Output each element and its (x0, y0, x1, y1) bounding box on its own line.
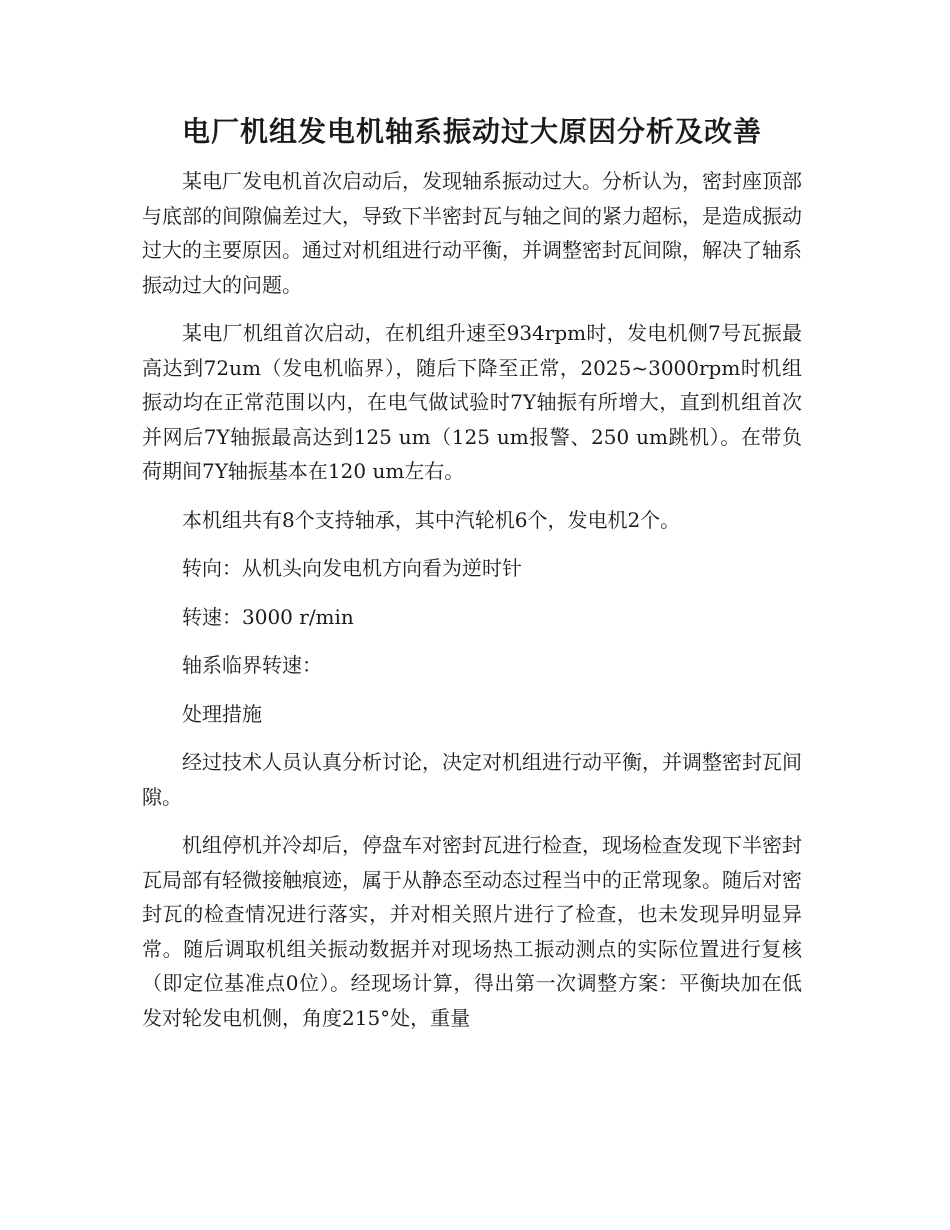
paragraph-critical-speed: 轴系临界转速： (182, 653, 322, 677)
paragraph-decision: 经过技术人员认真分析讨论，决定对机组进行动平衡，并调整密封瓦间隙。 (142, 750, 802, 809)
document-title: 电厂机组发电机轴系振动过大原因分析及改善 (181, 115, 762, 148)
section-heading-measures: 处理措施 (182, 701, 262, 726)
document-body (142, 164, 802, 1049)
paragraph-summary: 某电厂发电机首次启动后，发现轴系振动过大。分析认为，密封座顶部与底部的间隙偏差过大，导致下半密封瓦与轴之间的紧力超标，是造成振动过大的主要原因。通过对机组进行动平衡，并调整密封瓦间隙，解决了轴系振动过大的问题。 (142, 169, 802, 297)
paragraph-startup-vibration: 某电厂机组首次启动，在机组升速至934rpm时，发电机侧7号瓦振最高达到72um（发电机临界），随后下降至正常，2025~3000rpm时机组振动均在正常范围以内，在电气做试验时7Y轴振有所增大，直到机组首次并网后7Y轴振最高达到125 um（125 um报警、250 um跳机）。在带负荷期间7Y轴振基本在120 um左右。 (142, 321, 802, 483)
paragraph-rotation: 转向：从机头向发电机方向看为逆时针 (182, 556, 522, 580)
paragraph-bearings: 本机组共有8个支持轴承，其中汽轮机6个，发电机2个。 (182, 507, 681, 532)
paragraph-inspection: 机组停机并冷却后，停盘车对密封瓦进行检查，现场检查发现下半密封瓦局部有轻微接触痕迹，属于从静态至动态过程当中的正常现象。随后对密封瓦的检查情况进行落实，并对相关照片进行了检查，也未发现异明显异常。随后调取机组关振动数据并对现场热工振动测点的实际位置进行复核（即定位基准点0位）。经现场计算，得出第一次调整方案：平衡块加在低发对轮发电机侧，角度215°处，重量 (142, 833, 802, 1030)
paragraph-speed: 转速：3000 r/min (182, 604, 354, 629)
